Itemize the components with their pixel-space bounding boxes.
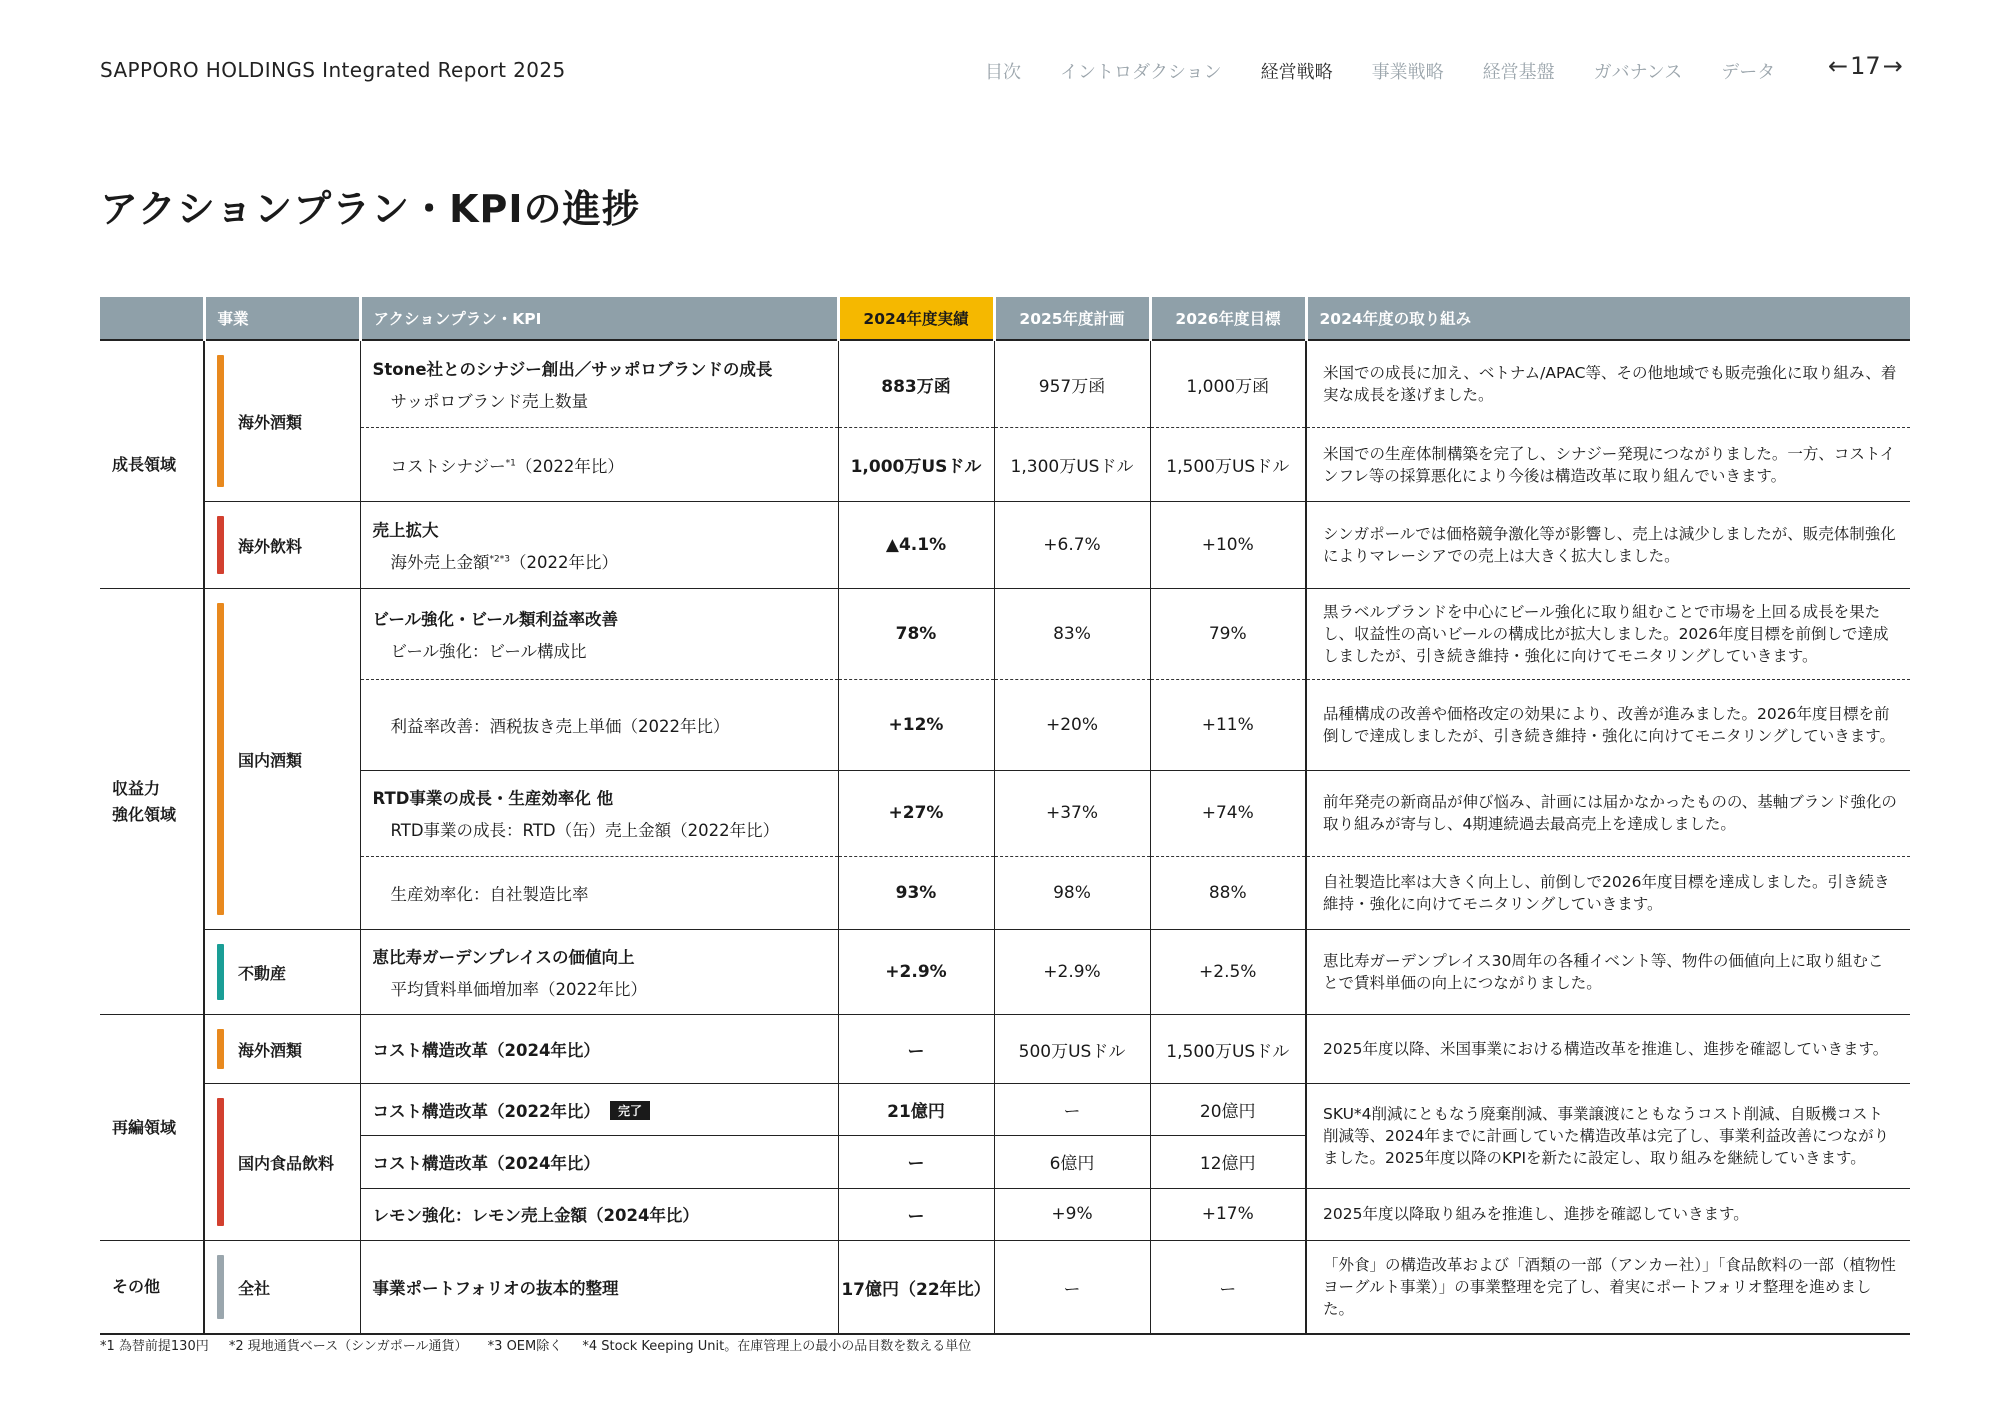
area-profitability: 収益力 強化領域 <box>100 589 204 1015</box>
kpi-cell: RTD事業の成長・生産効率化 他 RTD事業の成長：RTD（缶）売上金額（2022年比） <box>360 770 838 857</box>
nav-introduction[interactable]: イントロダクション <box>1060 62 1222 83</box>
area-reorganization: 再編領域 <box>100 1015 204 1241</box>
footnote: *4 Stock Keeping Unit。在庫管理上の最小の品目数を数える単位 <box>582 1339 972 1354</box>
value-2025: 1,300万USドル <box>994 428 1150 502</box>
top-nav <box>985 58 1814 84</box>
biz-overseas-beverage: 海外飲料 <box>204 502 360 589</box>
value-2026: +10% <box>1150 502 1306 589</box>
value-2026: 88% <box>1150 857 1306 930</box>
table-row <box>100 502 1910 589</box>
value-2024: +27% <box>838 770 994 857</box>
footnote: *3 OEM除く <box>487 1339 563 1354</box>
value-2026: 79% <box>1150 589 1306 680</box>
value-2024: ▲4.1% <box>838 502 994 589</box>
footnote: *2 現地通貨ベース（シンガポール通貨） <box>228 1339 468 1354</box>
table-row <box>100 679 1910 770</box>
note-cell: 2025年度以降、米国事業における構造改革を推進し、進捗を確認していきます。 <box>1306 1015 1910 1084</box>
kpi-cell: 利益率改善：酒税抜き売上単価（2022年比） <box>360 679 838 770</box>
biz-domestic-alcohol: 国内酒類 <box>204 589 360 930</box>
table-row <box>100 930 1910 1015</box>
table-row <box>100 857 1910 930</box>
value-2025: +6.7% <box>994 502 1150 589</box>
area-other: その他 <box>100 1241 204 1335</box>
header-2025-plan: 2025年度計画 <box>994 297 1150 340</box>
value-2025: 83% <box>994 589 1150 680</box>
kpi-table <box>100 297 1910 1335</box>
table-row <box>100 1241 1910 1335</box>
area-growth: 成長領域 <box>100 340 204 589</box>
value-2024: 17億円（22年比） <box>838 1241 994 1335</box>
value-2024: +2.9% <box>838 930 994 1015</box>
value-2024: ー <box>838 1136 994 1188</box>
note-cell: シンガポールでは価格競争激化等が影響し、売上は減少しましたが、販売体制強化によりマレーシアでの売上は大きく拡大しました。 <box>1306 502 1910 589</box>
kpi-cell: コスト構造改革（2024年比） <box>360 1015 838 1084</box>
red-bar <box>217 516 224 574</box>
footnotes <box>100 1335 987 1354</box>
table-row <box>100 770 1910 857</box>
nav-foundation[interactable]: 経営基盤 <box>1482 62 1555 83</box>
next-page-arrow-icon[interactable]: → <box>1882 52 1903 80</box>
kpi-cell: Stone社とのシナジー創出／サッポロブランドの成長 サッポロブランド売上数量 <box>360 340 838 428</box>
header-area <box>100 297 204 340</box>
biz-overseas-alcohol-reorg: 海外酒類 <box>204 1015 360 1084</box>
value-2024: 21億円 <box>838 1084 994 1136</box>
table-row <box>100 1084 1910 1136</box>
note-cell: 「外食」の構造改革および「酒類の一部（アンカー社）」「食品飲料の一部（植物性ヨーグルト事業）」の事業整理を完了し、着実にポートフォリオ整理を進めました。 <box>1306 1241 1910 1335</box>
value-2025: ー <box>994 1084 1150 1136</box>
value-2026: +11% <box>1150 679 1306 770</box>
kpi-cell: 恵比寿ガーデンプレイスの価値向上 平均賃料単価増加率（2022年比） <box>360 930 838 1015</box>
value-2025: ー <box>994 1241 1150 1335</box>
value-2025: +2.9% <box>994 930 1150 1015</box>
value-2024: +12% <box>838 679 994 770</box>
value-2024: 93% <box>838 857 994 930</box>
kpi-cell: 事業ポートフォリオの抜本的整理 <box>360 1241 838 1335</box>
page-number: 17 <box>1850 52 1881 80</box>
value-2025: +37% <box>994 770 1150 857</box>
header-2026-target: 2026年度目標 <box>1150 297 1306 340</box>
note-cell: 品種構成の改善や価格改定の効果により、改善が進みました。2026年度目標を前倒しで達成しましたが、引き続き維持・強化に向けてモニタリングしていきます。 <box>1306 679 1910 770</box>
biz-company: 全社 <box>204 1241 360 1335</box>
report-brand: SAPPORO HOLDINGS Integrated Report 2025 <box>100 58 566 82</box>
completed-badge: 完了 <box>610 1101 650 1120</box>
value-2026: 1,500万USドル <box>1150 1015 1306 1084</box>
value-2026: 20億円 <box>1150 1084 1306 1136</box>
value-2025: 957万函 <box>994 340 1150 428</box>
value-2025: 500万USドル <box>994 1015 1150 1084</box>
value-2025: +20% <box>994 679 1150 770</box>
value-2024: ー <box>838 1188 994 1240</box>
nav-strategy[interactable]: 経営戦略 <box>1260 62 1333 83</box>
kpi-cell: コスト構造改革（2024年比） <box>360 1136 838 1188</box>
value-2026: +74% <box>1150 770 1306 857</box>
table-row <box>100 1015 1910 1084</box>
note-cell: 自社製造比率は大きく向上し、前倒しで2026年度目標を達成しました。引き続き維持・強化に向けてモニタリングしていきます。 <box>1306 857 1910 930</box>
page-title: アクションプラン・KPIの進捗 <box>100 187 641 231</box>
kpi-cell: 売上拡大 海外売上金額$^{*2*3}$（2022年比） <box>360 502 838 589</box>
nav-toc[interactable]: 目次 <box>985 62 1021 83</box>
value-2026: ー <box>1150 1241 1306 1335</box>
kpi-cell: レモン強化：レモン売上金額（2024年比） <box>360 1188 838 1240</box>
gray-bar <box>217 1255 224 1319</box>
biz-real-estate: 不動産 <box>204 930 360 1015</box>
header-2024-initiatives: 2024年度の取り組み <box>1306 297 1910 340</box>
orange-bar <box>217 603 224 915</box>
value-2026: +17% <box>1150 1188 1306 1240</box>
value-2024: 883万函 <box>838 340 994 428</box>
note-cell: 前年発売の新商品が伸び悩み、計画には届かなかったものの、基軸ブランド強化の取り組みが寄与し、4期連続過去最高売上を達成しました。 <box>1306 770 1910 857</box>
nav-data[interactable]: データ <box>1721 62 1776 83</box>
kpi-cell: ビール強化・ビール類利益率改善 ビール強化：ビール構成比 <box>360 589 838 680</box>
note-cell: 2025年度以降取り組みを推進し、進捗を確認していきます。 <box>1306 1188 1910 1240</box>
table-row <box>100 1188 1910 1240</box>
note-cell: 米国での成長に加え、ベトナム/APAC等、その他地域でも販売強化に取り組み、着実な成長を遂げました。 <box>1306 340 1910 428</box>
value-2025: +9% <box>994 1188 1150 1240</box>
prev-page-arrow-icon[interactable]: ← <box>1828 52 1849 80</box>
kpi-cell: 生産効率化：自社製造比率 <box>360 857 838 930</box>
value-2025: 6億円 <box>994 1136 1150 1188</box>
footnote: *1 為替前提130円 <box>100 1339 209 1354</box>
value-2026: 1,500万USドル <box>1150 428 1306 502</box>
red-bar <box>217 1098 224 1226</box>
note-cell: 米国での生産体制構築を完了し、シナジー発現につながりました。一方、コストインフレ等の採算悪化により今後は構造改革に取り組んでいきます。 <box>1306 428 1910 502</box>
note-cell: 恵比寿ガーデンプレイス30周年の各種イベント等、物件の価値向上に取り組むことで賃料単価の向上につながりました。 <box>1306 930 1910 1015</box>
teal-bar <box>217 944 224 1000</box>
header-business: 事業 <box>204 297 360 340</box>
value-2026: 1,000万函 <box>1150 340 1306 428</box>
header-action-plan: アクションプラン・KPI <box>360 297 838 340</box>
biz-domestic-food: 国内食品飲料 <box>204 1084 360 1241</box>
kpi-cell: コスト構造改革（2022年比） 完了 <box>360 1084 838 1136</box>
nav-governance[interactable]: ガバナンス <box>1593 62 1683 83</box>
note-cell: 黒ラベルブランドを中心にビール強化に取り組むことで市場を上回る成長を果たし、収益性の高いビールの構成比が拡大しました。2026年度目標を前倒しで達成しましたが、引き続き維持・強化に向けてモニタリングしていきます。 <box>1306 589 1910 680</box>
orange-bar <box>217 355 224 487</box>
value-2025: 98% <box>994 857 1150 930</box>
value-2024: 1,000万USドル <box>838 428 994 502</box>
biz-overseas-alcohol: 海外酒類 <box>204 340 360 502</box>
value-2024: 78% <box>838 589 994 680</box>
table-header-row <box>100 297 1910 340</box>
value-2026: 12億円 <box>1150 1136 1306 1188</box>
table-row <box>100 428 1910 502</box>
table-row <box>100 340 1910 428</box>
kpi-cell: コストシナジー$^{*1}$（2022年比） <box>360 428 838 502</box>
orange-bar <box>217 1029 224 1069</box>
nav-business[interactable]: 事業戦略 <box>1371 62 1444 83</box>
pager <box>1828 52 1903 80</box>
value-2024: ー <box>838 1015 994 1084</box>
header-2024-result: 2024年度実績 <box>838 297 994 340</box>
value-2026: +2.5% <box>1150 930 1306 1015</box>
table-row <box>100 589 1910 680</box>
note-cell: SKU*4削減にともなう廃棄削減、事業譲渡にともなうコスト削減、自販機コスト削減等、2024年までに計画していた構造改革は完了し、事業利益改善につながりました。2025年度以降のKPIを新たに設定し、取り組みを継続していきます。 <box>1306 1084 1910 1189</box>
